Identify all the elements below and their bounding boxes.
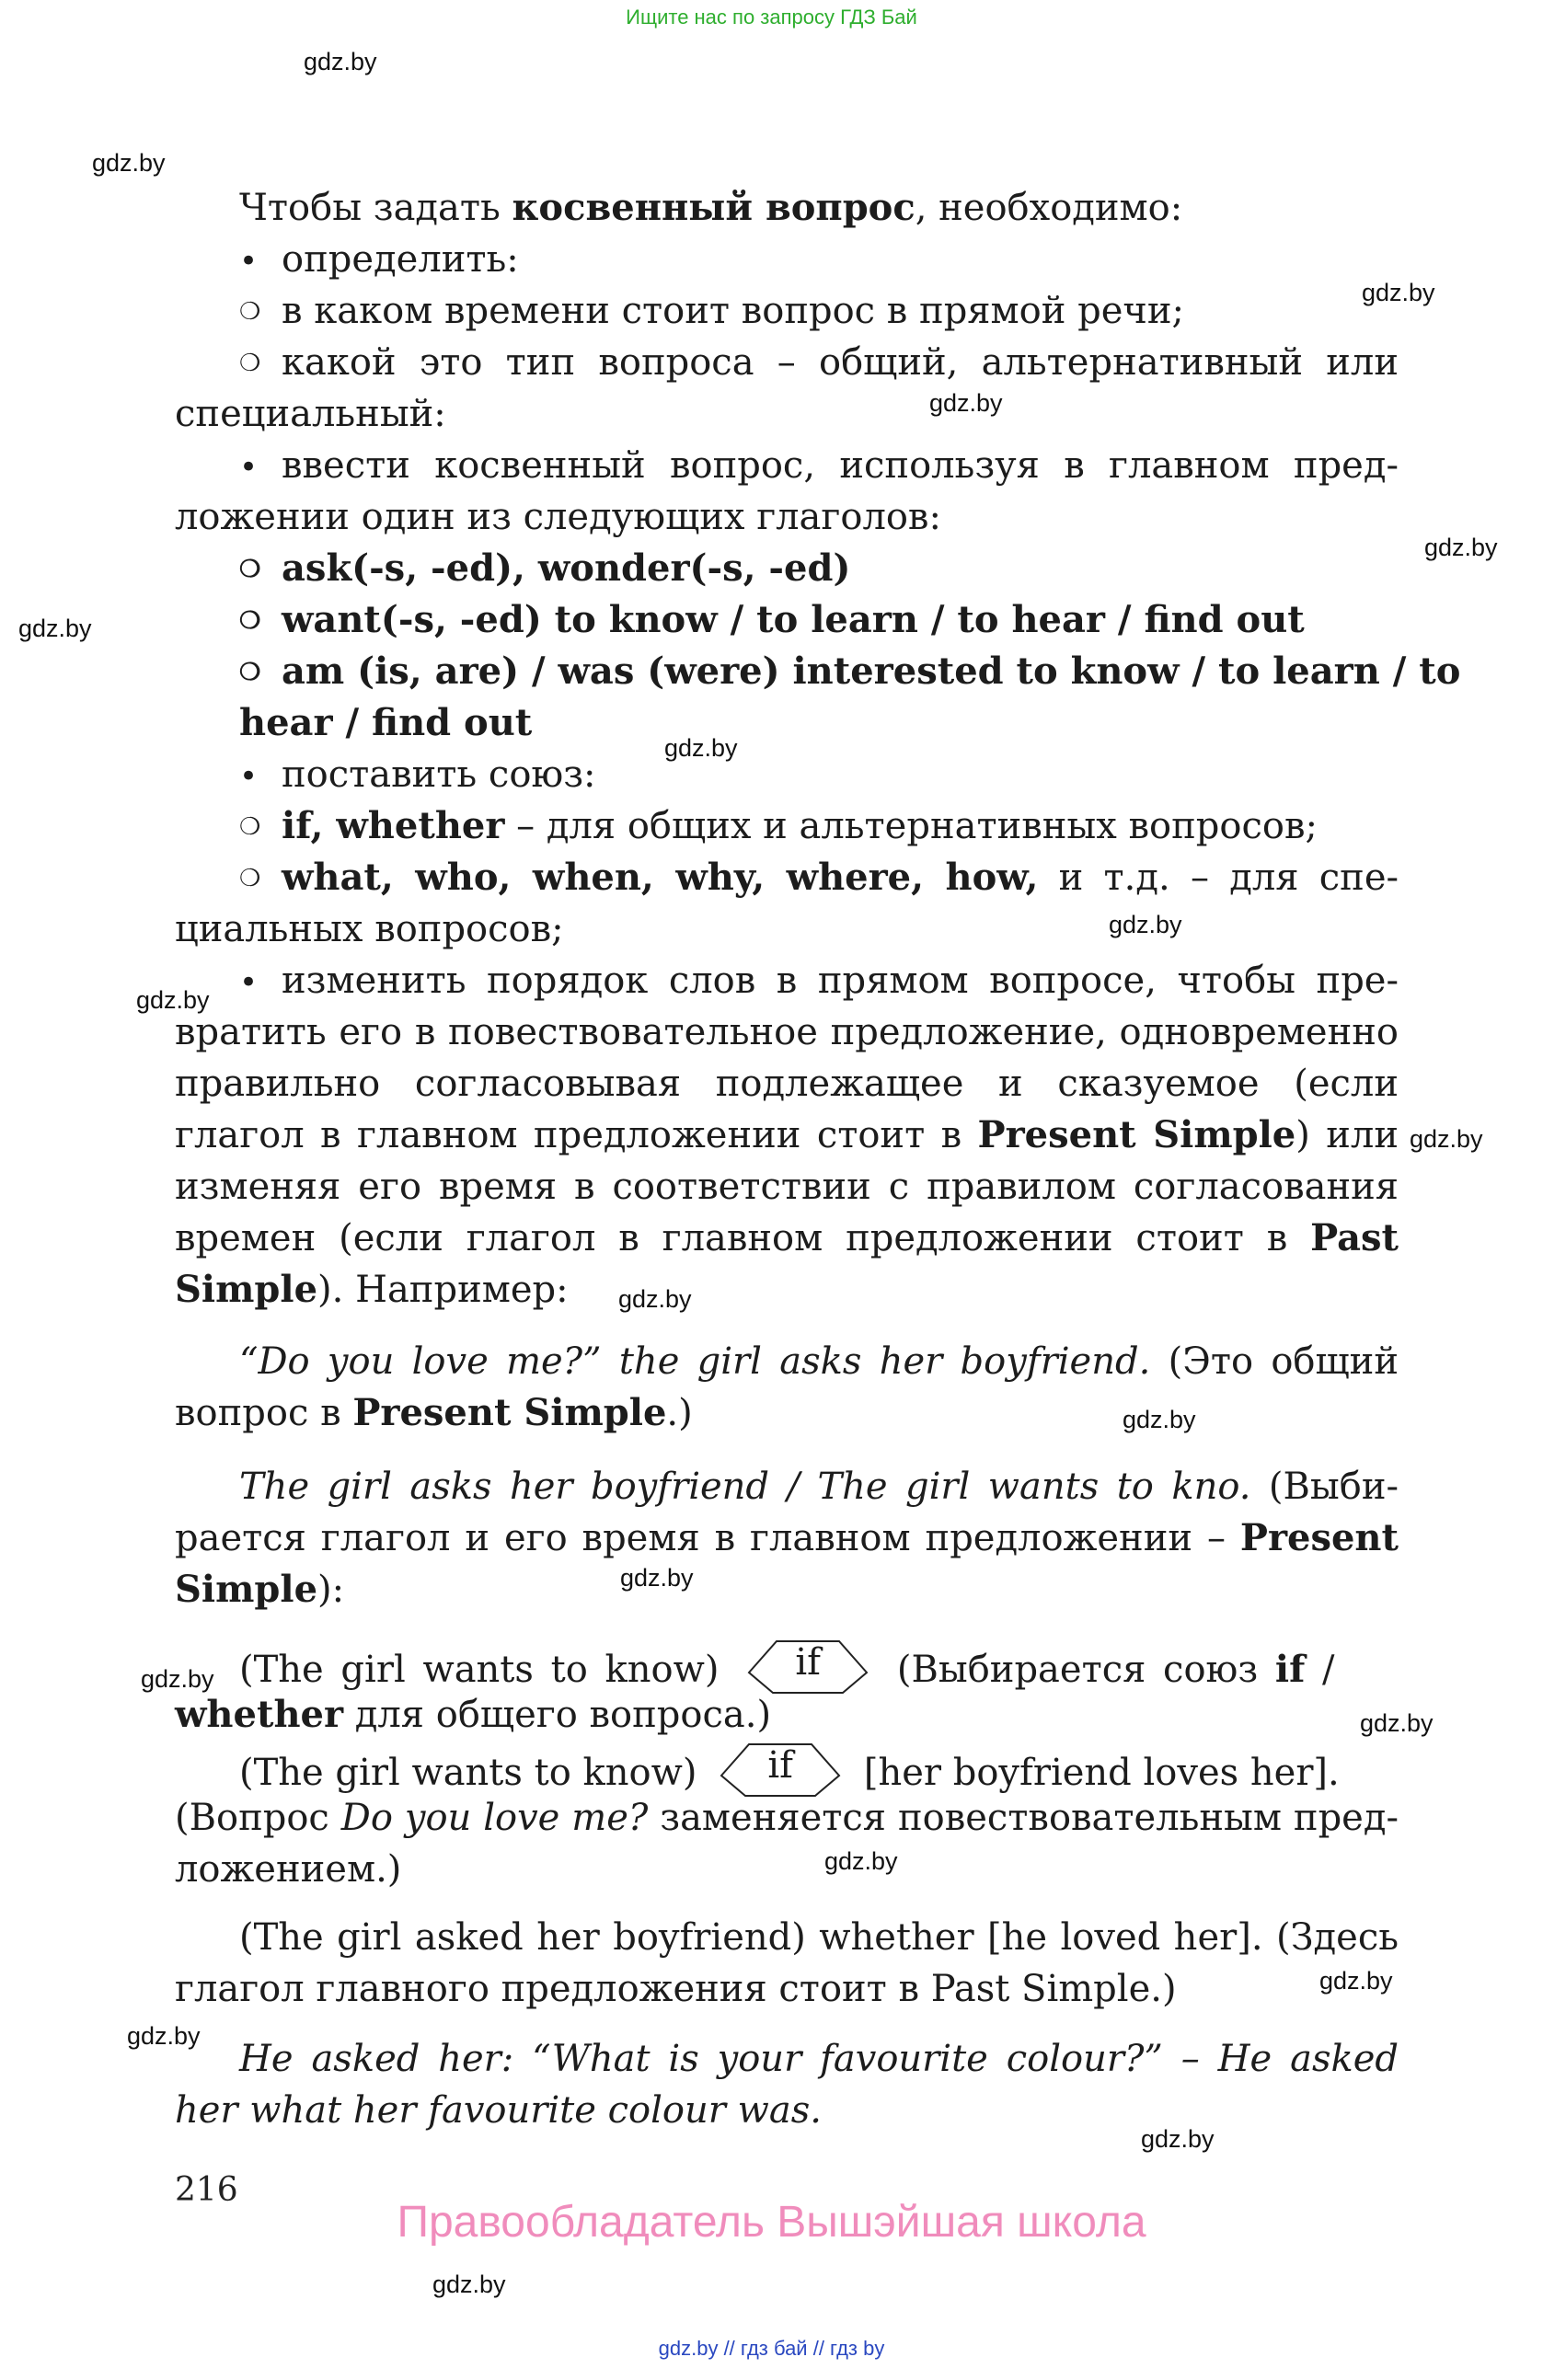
circle-bullet-icon: ❍	[239, 813, 261, 841]
circle-bullet-icon: ❍	[239, 556, 261, 583]
watermark: gdz.by	[432, 2271, 506, 2298]
circle-bullet-icon: ❍	[239, 865, 261, 892]
text-line: hear / find out	[239, 701, 533, 744]
watermark: gdz.by	[1362, 279, 1435, 306]
text-line: вратить его в повествовательное предложение, одновременно	[175, 1011, 1399, 1053]
watermark: gdz.by	[1424, 534, 1498, 561]
example-line: (Вопрос Do you love me? заменяется повествовательным пред-	[175, 1797, 1399, 1839]
text-line: циальных вопросов;	[175, 908, 564, 950]
example-line: ложением.)	[175, 1848, 402, 1891]
text-line: ❍ want(-s, -ed) to know / to learn / to hear / find out	[239, 594, 1399, 647]
copyright-notice: Правообладатель Вышэйшая школа	[397, 2198, 1146, 2247]
example-line: вопрос в Present Simple.)	[175, 1391, 693, 1434]
text-line: ❍ if, whether – для общих и альтернативных вопросов;	[239, 800, 1399, 853]
watermark: gdz.by	[304, 48, 377, 75]
text-line: • определить:	[239, 234, 1399, 287]
watermark: gdz.by	[824, 1847, 898, 1875]
watermark: gdz.by	[1141, 2125, 1215, 2153]
watermark: gdz.by	[18, 615, 92, 642]
footer-links[interactable]: gdz.by // гдз бай // гдз by	[658, 2337, 885, 2360]
circle-bullet-icon: ❍	[239, 350, 261, 377]
text-line: ❍ what, who, when, why, where, how, и т.д. – для спе-	[239, 852, 1399, 904]
bullet-icon: •	[239, 243, 259, 280]
watermark: gdz.by	[1410, 1125, 1483, 1153]
watermark: gdz.by	[929, 389, 1003, 417]
text-line: времен (если глагол в главном предложении стоит в Past	[175, 1216, 1399, 1259]
if-pentagon-box: if	[743, 1638, 872, 1695]
text-line: ❍ в каком времени стоит вопрос в прямой речи;	[239, 285, 1399, 338]
text-line: правильно согласовывая подлежащее и сказуемое (если	[175, 1063, 1399, 1105]
if-pentagon-box: if	[716, 1741, 845, 1798]
example-line: her what her favourite colour was.	[175, 2089, 822, 2132]
example-line: “Do you love me?” the girl asks her boyfriend. (Это общий	[239, 1340, 1399, 1383]
watermark: gdz.by	[127, 2022, 201, 2050]
page-number: 216	[175, 2171, 238, 2209]
text-line: ❍ ask(-s, -ed), wonder(-s, -ed)	[239, 543, 1399, 595]
example-line: He asked her: “What is your favourite colour?” – He asked	[239, 2038, 1399, 2080]
example-line: Simple):	[175, 1568, 345, 1611]
bullet-icon: •	[239, 449, 259, 486]
watermark: gdz.by	[620, 1564, 694, 1592]
watermark: gdz.by	[618, 1285, 692, 1313]
circle-bullet-icon: ❍	[239, 607, 261, 635]
watermark: gdz.by	[136, 986, 210, 1014]
example-line: рается глагол и его время в главном предложении – Present	[175, 1516, 1399, 1559]
example-line: The girl asks her boyfriend / The girl wants to kno. (Выби-	[239, 1466, 1399, 1508]
text-line: • ввести косвенный вопрос, используя в главном пред-	[239, 440, 1399, 493]
example-line: (The girl wants to know) if [her boyfriend loves her].	[239, 1741, 1399, 1799]
watermark: gdz.by	[1123, 1406, 1196, 1433]
bullet-icon: •	[239, 758, 259, 795]
text-line: ❍ какой это тип вопроса – общий, альтернативный или	[239, 337, 1399, 389]
text-line: • изменить порядок слов в прямом вопросе, чтобы пре-	[239, 955, 1399, 1008]
watermark: gdz.by	[1319, 1967, 1393, 1995]
example-line: (The girl asked her boyfriend) whether [he loved her]. (Здесь	[239, 1916, 1399, 1959]
watermark: gdz.by	[664, 734, 738, 762]
circle-bullet-icon: ❍	[239, 298, 261, 326]
circle-bullet-icon: ❍	[239, 659, 261, 686]
text-line: ❍ am (is, are) / was (were) interested to know / to learn / to	[239, 646, 1399, 698]
text-line: • поставить союз:	[239, 749, 1399, 802]
text-line: глагол в главном предложении стоит в Present Simple) или	[175, 1113, 1399, 1156]
watermark: gdz.by	[1109, 911, 1182, 938]
watermark: gdz.by	[141, 1665, 214, 1693]
example-line: whether для общего вопроса.)	[175, 1693, 772, 1736]
text-line: Simple). Например:	[175, 1268, 569, 1311]
example-line: (The girl wants to know) if (Выбирается союз if /	[239, 1638, 1399, 1696]
text-line: специальный:	[175, 393, 446, 435]
watermark: gdz.by	[1360, 1709, 1434, 1737]
text-line: изменяя его время в соответствии с правилом согласования	[175, 1166, 1399, 1208]
text-line: ложении один из следующих глаголов:	[175, 496, 941, 538]
watermark: gdz.by	[92, 149, 166, 177]
text-line: Чтобы задать косвенный вопрос, необходимо:	[239, 186, 1183, 229]
top-banner[interactable]: Ищите нас по запросу ГДЗ Бай	[626, 6, 917, 29]
example-line: глагол главного предложения стоит в Past Simple.)	[175, 1968, 1177, 2010]
bullet-icon: •	[239, 964, 259, 1001]
